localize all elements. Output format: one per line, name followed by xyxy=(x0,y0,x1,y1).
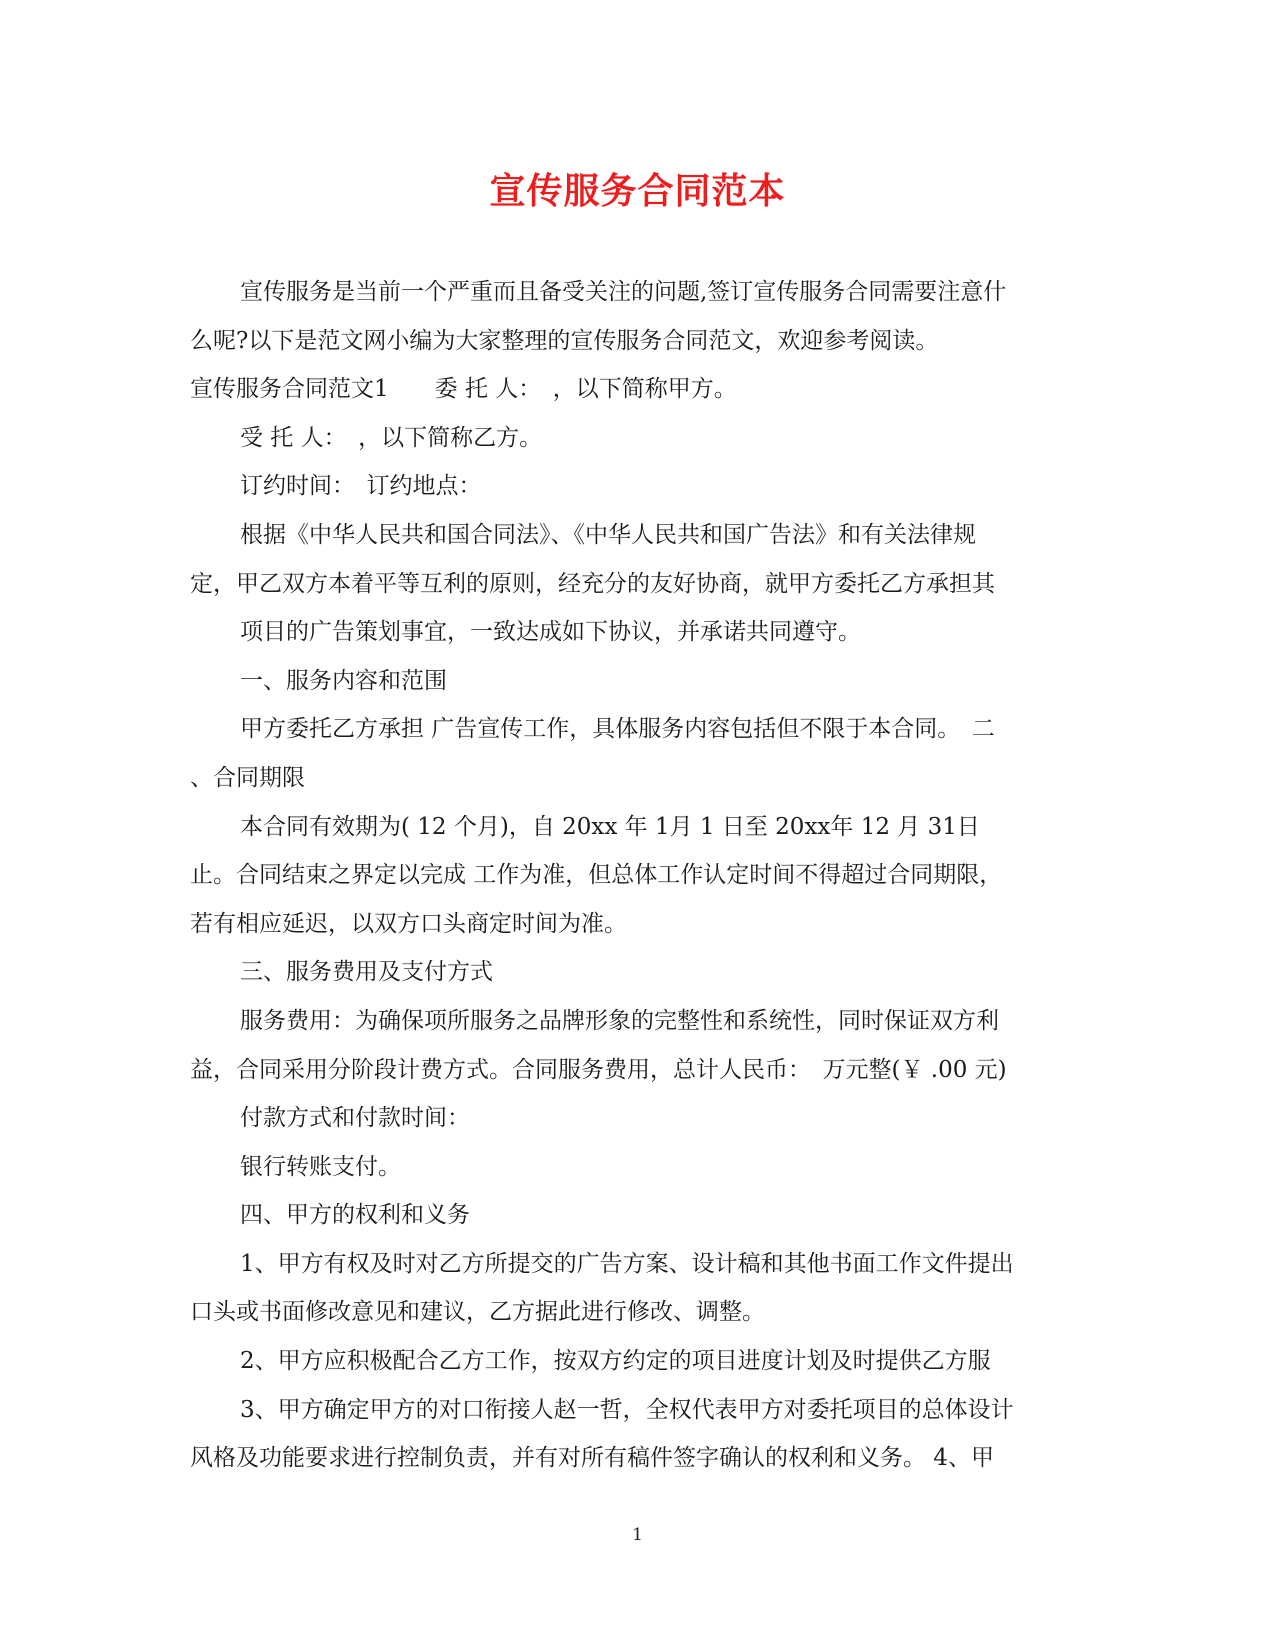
section-heading: 一、服务内容和范围 xyxy=(240,667,447,694)
section-heading: 三、服务费用及支付方式 xyxy=(240,959,493,986)
body-line: 本合同有效期为( 12 个月)，自 20xx 年 1月 1 日至 20xx年 12 月 31日 xyxy=(240,813,980,840)
document-title: 宣传服务合同范本 xyxy=(489,170,786,212)
body-line: 风格及功能要求进行控制负责，并有对所有稿件签字确认的权利和义务。 4、甲 xyxy=(190,1445,994,1472)
document-body xyxy=(190,268,1090,1483)
body-line: 3、甲方确定甲方的对口衔接人赵一哲，全权代表甲方对委托项目的总体设计 xyxy=(240,1396,1014,1423)
body-line: 根据《中华人民共和国合同法》、《中华人民共和国广告法》和有关法律规 xyxy=(240,521,976,548)
body-line: 定，甲乙双方本着平等互利的原则，经充分的友好协商，就甲方委托乙方承担其 xyxy=(190,570,995,597)
body-line: 止。合同结束之界定以完成 工作为准，但总体工作认定时间不得超过合同期限， xyxy=(190,862,1003,889)
body-line: 口头或书面修改意见和建议，乙方据此进行修改、调整。 xyxy=(190,1299,765,1326)
body-line: 甲方委托乙方承担 广告宣传工作，具体服务内容包括但不限于本合同。 二 xyxy=(240,716,995,743)
body-line: 受 托 人： ，以下简称乙方。 xyxy=(240,424,543,451)
body-line: 么呢?以下是范文网小编为大家整理的宣传服务合同范文，欢迎参考阅读。 xyxy=(190,327,939,354)
body-line: 服务费用：为确保项所服务之品牌形象的完整性和系统性，同时保证双方利 xyxy=(240,1007,999,1034)
body-line: 宣传服务是当前一个严重而且备受关注的问题,签订宣传服务合同需要注意什 xyxy=(240,279,1007,305)
body-line: 益，合同采用分阶段计费方式。合同服务费用，总计人民币： 万元整(￥ .00 元) xyxy=(190,1056,1007,1083)
body-line: 宣传服务合同范文1 委 托 人： ，以下简称甲方。 xyxy=(190,376,737,403)
section-heading: 、合同期限 xyxy=(190,764,305,791)
body-line: 付款方式和付款时间： xyxy=(240,1105,470,1132)
body-line: 2、甲方应积极配合乙方工作，按双方约定的项目进度计划及时提供乙方服 xyxy=(240,1348,991,1375)
body-line: 若有相应延迟，以双方口头商定时间为准。 xyxy=(190,910,627,937)
body-line: 银行转账支付。 xyxy=(240,1153,401,1180)
body-line: 1、甲方有权及时对乙方所提交的广告方案、设计稿和其他书面工作文件提出 xyxy=(240,1250,1014,1277)
page-number: 1 xyxy=(632,1525,643,1545)
body-line: 订约时间： 订约地点： xyxy=(240,473,482,500)
section-heading: 四、甲方的权利和义务 xyxy=(240,1202,470,1229)
body-line: 项目的广告策划事宜，一致达成如下协议，并承诺共同遵守。 xyxy=(240,619,861,646)
